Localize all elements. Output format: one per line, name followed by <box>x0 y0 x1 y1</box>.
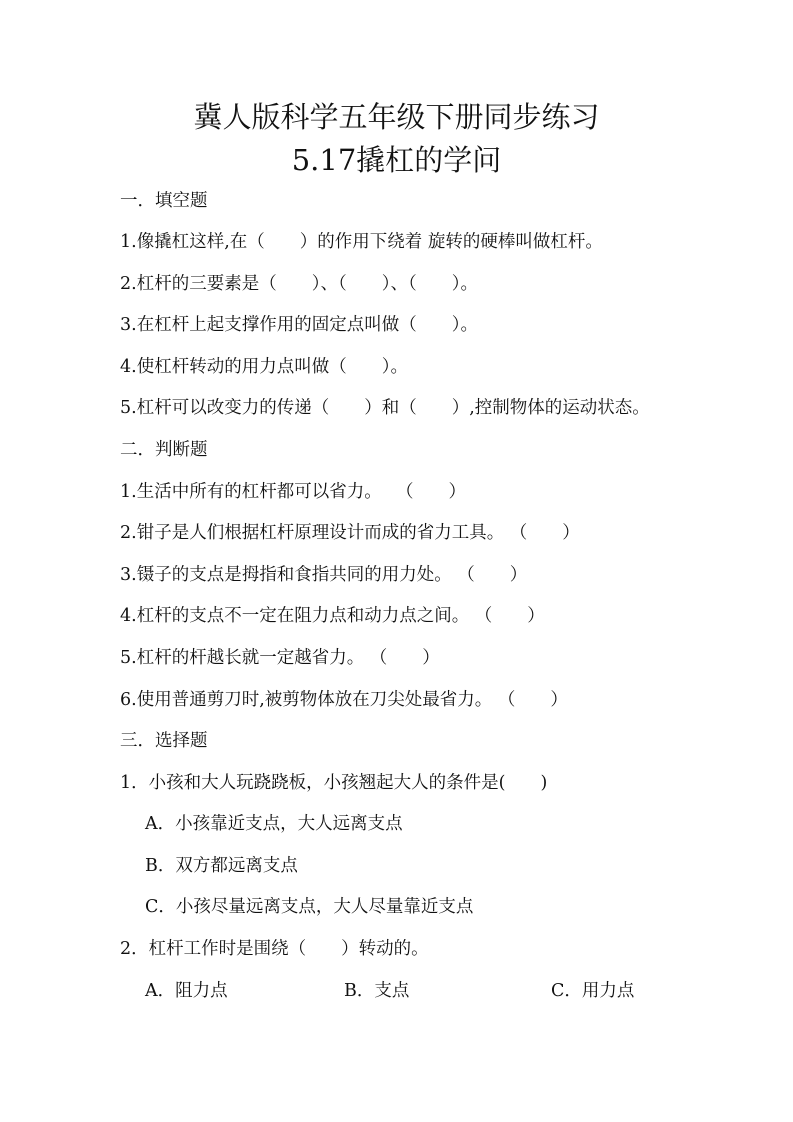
page-title: 冀人版科学五年级下册同步练习 <box>193 100 600 134</box>
true-false-question-6: 6.使用普通剪刀时,被剪物体放在刀尖处最省力。 （ ） <box>120 690 568 710</box>
fill-blank-question-5: 5.杠杆可以改变力的传递（ ）和（ ）,控制物体的运动状态。 <box>120 398 650 418</box>
true-false-question-3: 3.镊子的支点是拇指和食指共同的用力处。 （ ） <box>120 565 528 585</box>
section-heading-true-false: 二．判断题 <box>120 440 208 460</box>
choice-question-2: 2．杠杆工作时是围绕（ ）转动的。 <box>120 939 429 959</box>
section-heading-fill-blank: 一．填空题 <box>120 191 208 211</box>
fill-blank-question-1: 1.像撬杠这样,在（ ）的作用下绕着 旋转的硬棒叫做杠杆。 <box>120 232 603 252</box>
choice-question-2-option-a: A．阻力点 <box>145 981 228 1001</box>
true-false-question-2: 2.钳子是人们根据杠杆原理设计而成的省力工具。 （ ） <box>120 523 580 543</box>
fill-blank-question-3: 3.在杠杆上起支撑作用的固定点叫做（ ）。 <box>120 315 478 335</box>
choice-question-1-option-a: A．小孩靠近支点，大人远离支点 <box>145 814 403 834</box>
true-false-question-5: 5.杠杆的杆越长就一定越省力。 （ ） <box>120 648 440 668</box>
choice-question-2-option-c: C．用力点 <box>551 981 635 1001</box>
choice-question-1-option-b: B．双方都远离支点 <box>145 856 298 876</box>
page-subtitle: 5.17撬杠的学问 <box>291 143 502 177</box>
choice-question-1: 1．小孩和大人玩跷跷板，小孩翘起大人的条件是( ) <box>120 773 548 793</box>
choice-question-1-option-c: C．小孩尽量远离支点，大人尽量靠近支点 <box>145 897 474 917</box>
section-heading-multiple-choice: 三．选择题 <box>120 731 208 751</box>
fill-blank-question-4: 4.使杠杆转动的用力点叫做（ ）。 <box>120 357 408 377</box>
true-false-question-4: 4.杠杆的支点不一定在阻力点和动力点之间。 （ ） <box>120 606 545 626</box>
choice-question-2-option-b: B．支点 <box>344 981 410 1001</box>
fill-blank-question-2: 2.杠杆的三要素是（ ）、（ ）、（ ）。 <box>120 274 478 294</box>
true-false-question-1: 1.生活中所有的杠杆都可以省力。 （ ） <box>120 482 467 502</box>
